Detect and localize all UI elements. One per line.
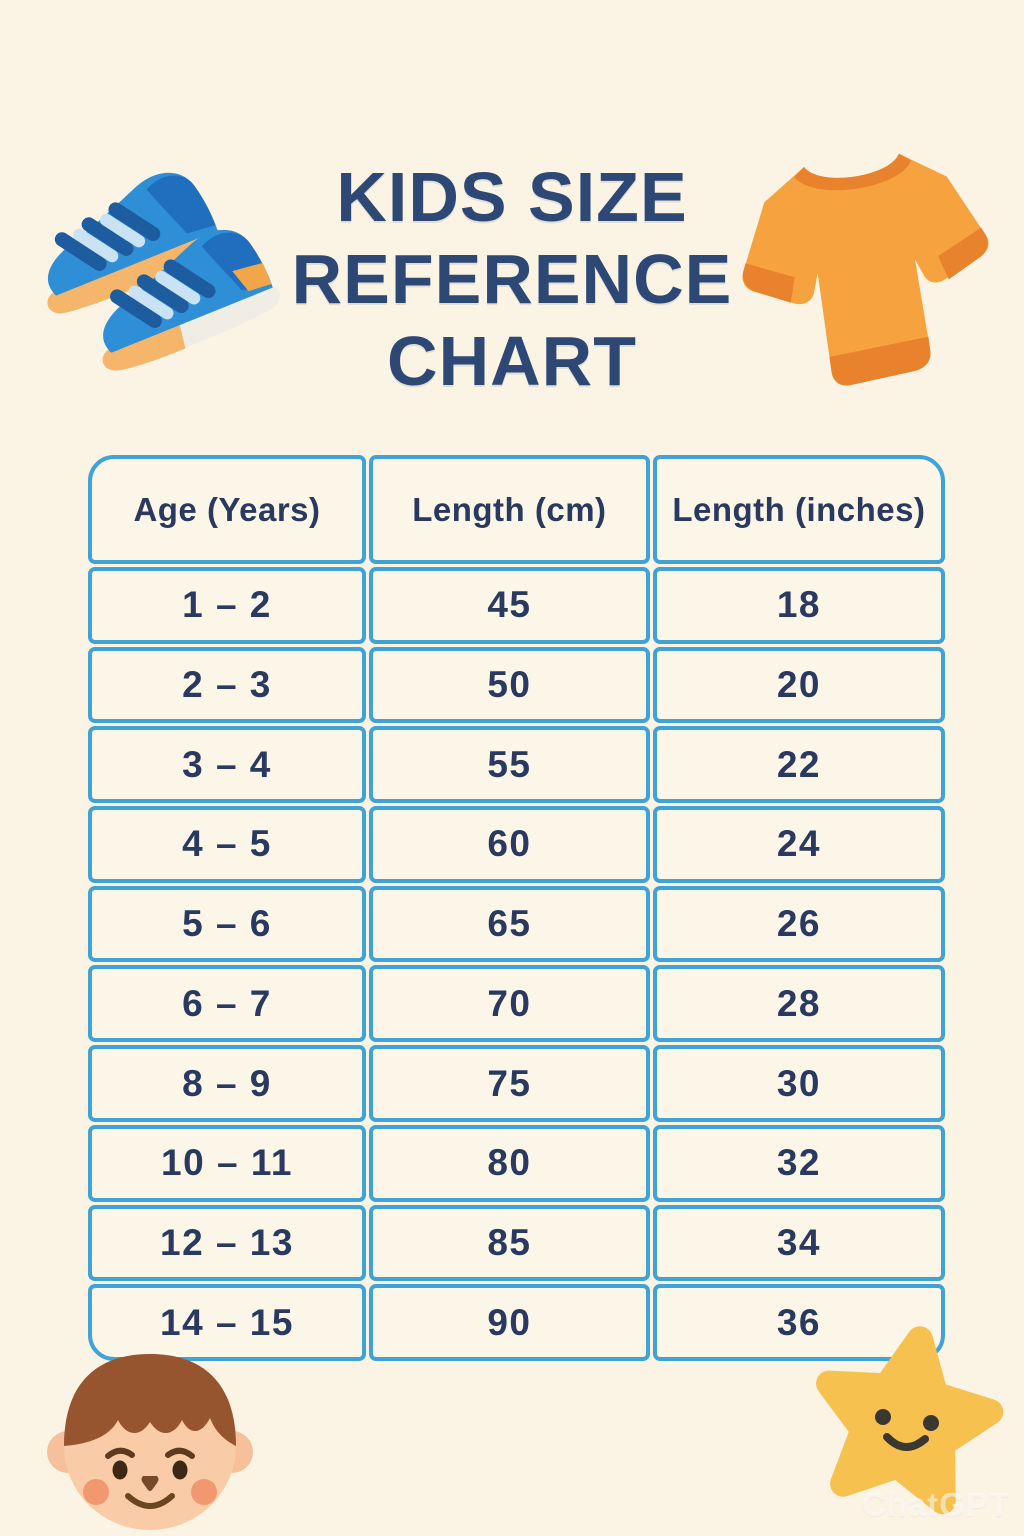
length-cm-cell: 85: [369, 1205, 650, 1282]
age-cell: 10 – 11: [88, 1125, 366, 1202]
length-inches-cell: 30: [653, 1045, 945, 1122]
length-cm-cell: 90: [369, 1284, 650, 1361]
length-cm-cell: 80: [369, 1125, 650, 1202]
age-cell: 3 – 4: [88, 726, 366, 803]
length-inches-cell: 34: [653, 1205, 945, 1282]
length-inches-cell: 20: [653, 647, 945, 724]
tshirt-icon: [738, 142, 996, 408]
boy-face-icon: [52, 1340, 248, 1536]
age-cell: 2 – 3: [88, 647, 366, 724]
header-length-cm: Length (cm): [369, 455, 650, 564]
length-cm-cell: 55: [369, 726, 650, 803]
age-cell: 5 – 6: [88, 886, 366, 963]
header-age: Age (Years): [88, 455, 366, 564]
length-inches-cell: 28: [653, 965, 945, 1042]
length-cm-cell: 70: [369, 965, 650, 1042]
length-inches-cell: 24: [653, 806, 945, 883]
title-line-2: REFERENCE: [291, 240, 733, 318]
header-length-inches: Length (inches): [653, 455, 945, 564]
length-cm-cell: 60: [369, 806, 650, 883]
length-cm-cell: 65: [369, 886, 650, 963]
age-cell: 6 – 7: [88, 965, 366, 1042]
length-cm-cell: 50: [369, 647, 650, 724]
age-cell: 12 – 13: [88, 1205, 366, 1282]
sneakers-icon: [24, 156, 300, 398]
watermark: ChatGPT: [861, 1486, 1010, 1523]
age-cell: 1 – 2: [88, 567, 366, 644]
length-cm-cell: 45: [369, 567, 650, 644]
age-cell: 14 – 15: [88, 1284, 366, 1361]
length-cm-cell: 75: [369, 1045, 650, 1122]
length-inches-cell: 22: [653, 726, 945, 803]
length-inches-cell: 26: [653, 886, 945, 963]
title-line-3: CHART: [387, 322, 637, 400]
length-inches-cell: 36: [653, 1284, 945, 1361]
size-reference-table: [88, 455, 945, 1361]
title-line-1: KIDS SIZE: [336, 158, 688, 236]
length-inches-cell: 32: [653, 1125, 945, 1202]
length-inches-cell: 18: [653, 567, 945, 644]
age-cell: 4 – 5: [88, 806, 366, 883]
age-cell: 8 – 9: [88, 1045, 366, 1122]
